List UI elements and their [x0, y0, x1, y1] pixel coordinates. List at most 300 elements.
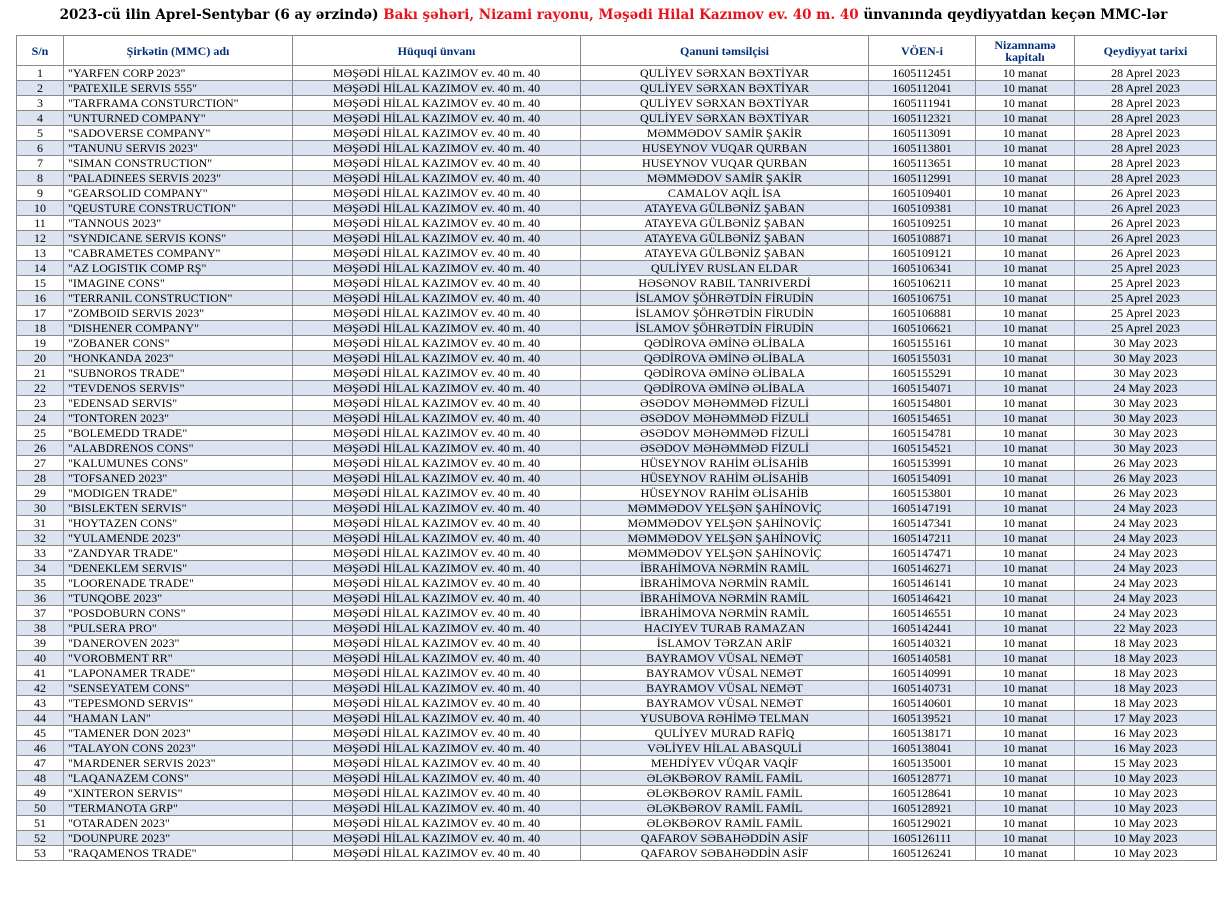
- cell-sn: 30: [17, 501, 64, 516]
- table-row: [17, 96, 1217, 111]
- cell-capital: 10 manat: [976, 591, 1075, 606]
- cell-legal-representative: ƏSƏDOV MƏHƏMMƏD FİZULİ: [581, 411, 869, 426]
- cell-legal-representative: BAYRAMOV VÜSAL NEMƏT: [581, 681, 869, 696]
- cell-sn: 32: [17, 531, 64, 546]
- cell-capital: 10 manat: [976, 756, 1075, 771]
- cell-voen: 1605154781: [869, 426, 976, 441]
- cell-legal-address: MƏŞƏDİ HİLAL KAZIMOV ev. 40 m. 40: [293, 396, 581, 411]
- cell-capital: 10 manat: [976, 831, 1075, 846]
- table-row: [17, 396, 1217, 411]
- table-row: [17, 456, 1217, 471]
- table-row: [17, 171, 1217, 186]
- cell-voen: 1605106751: [869, 291, 976, 306]
- cell-sn: 8: [17, 171, 64, 186]
- cell-sn: 45: [17, 726, 64, 741]
- cell-legal-representative: QULİYEV RUSLAN ELDAR: [581, 261, 869, 276]
- cell-company-name: "SIMAN CONSTRUCTION": [64, 156, 293, 171]
- cell-legal-representative: QULİYEV SƏRXAN BƏXTİYAR: [581, 111, 869, 126]
- cell-voen: 1605129021: [869, 816, 976, 831]
- table-row: [17, 366, 1217, 381]
- cell-capital: 10 manat: [976, 411, 1075, 426]
- cell-registration-date: 22 May 2023: [1075, 621, 1217, 636]
- cell-registration-date: 24 May 2023: [1075, 531, 1217, 546]
- cell-registration-date: 25 Aprel 2023: [1075, 276, 1217, 291]
- table-row: [17, 351, 1217, 366]
- cell-registration-date: 15 May 2023: [1075, 756, 1217, 771]
- cell-sn: 31: [17, 516, 64, 531]
- table-row: [17, 411, 1217, 426]
- cell-registration-date: 24 May 2023: [1075, 591, 1217, 606]
- cell-legal-address: MƏŞƏDİ HİLAL KAZIMOV ev. 40 m. 40: [293, 576, 581, 591]
- cell-company-name: "UNTURNED COMPANY": [64, 111, 293, 126]
- cell-legal-representative: QAFAROV SƏBAHƏDDİN ASİF: [581, 846, 869, 861]
- cell-legal-representative: HÜSEYNOV RAHİM ƏLİSAHİB: [581, 471, 869, 486]
- cell-voen: 1605138041: [869, 741, 976, 756]
- cell-legal-representative: QULİYEV MURAD RAFİQ: [581, 726, 869, 741]
- cell-company-name: "SADOVERSE COMPANY": [64, 126, 293, 141]
- cell-company-name: "POSDOBURN CONS": [64, 606, 293, 621]
- cell-company-name: "MARDENER SERVIS 2023": [64, 756, 293, 771]
- cell-registration-date: 24 May 2023: [1075, 516, 1217, 531]
- table-row: [17, 186, 1217, 201]
- cell-registration-date: 28 Aprel 2023: [1075, 126, 1217, 141]
- cell-legal-address: MƏŞƏDİ HİLAL KAZIMOV ev. 40 m. 40: [293, 321, 581, 336]
- cell-company-name: "GEARSOLID COMPANY": [64, 186, 293, 201]
- cell-capital: 10 manat: [976, 96, 1075, 111]
- cell-sn: 53: [17, 846, 64, 861]
- cell-legal-address: MƏŞƏDİ HİLAL KAZIMOV ev. 40 m. 40: [293, 471, 581, 486]
- table-row: [17, 126, 1217, 141]
- cell-sn: 38: [17, 621, 64, 636]
- cell-capital: 10 manat: [976, 396, 1075, 411]
- table-row: [17, 801, 1217, 816]
- cell-legal-address: MƏŞƏDİ HİLAL KAZIMOV ev. 40 m. 40: [293, 156, 581, 171]
- cell-capital: 10 manat: [976, 786, 1075, 801]
- cell-sn: 7: [17, 156, 64, 171]
- cell-voen: 1605154071: [869, 381, 976, 396]
- table-row: [17, 771, 1217, 786]
- cell-legal-address: MƏŞƏDİ HİLAL KAZIMOV ev. 40 m. 40: [293, 336, 581, 351]
- cell-voen: 1605146271: [869, 561, 976, 576]
- cell-company-name: "EDENSAD SERVIS": [64, 396, 293, 411]
- cell-legal-address: MƏŞƏDİ HİLAL KAZIMOV ev. 40 m. 40: [293, 96, 581, 111]
- cell-company-name: "VOROBMENT RR": [64, 651, 293, 666]
- cell-legal-address: MƏŞƏDİ HİLAL KAZIMOV ev. 40 m. 40: [293, 801, 581, 816]
- cell-legal-representative: ƏLƏKBƏROV RAMİL FAMİL: [581, 801, 869, 816]
- table-row: [17, 246, 1217, 261]
- cell-legal-address: MƏŞƏDİ HİLAL KAZIMOV ev. 40 m. 40: [293, 771, 581, 786]
- cell-legal-address: MƏŞƏDİ HİLAL KAZIMOV ev. 40 m. 40: [293, 606, 581, 621]
- cell-legal-address: MƏŞƏDİ HİLAL KAZIMOV ev. 40 m. 40: [293, 711, 581, 726]
- cell-company-name: "ALABDRENOS CONS": [64, 441, 293, 456]
- cell-voen: 1605139521: [869, 711, 976, 726]
- cell-legal-address: MƏŞƏDİ HİLAL KAZIMOV ev. 40 m. 40: [293, 306, 581, 321]
- cell-legal-representative: HACIYEV TURAB RAMAZAN: [581, 621, 869, 636]
- table-row: [17, 156, 1217, 171]
- table-row: [17, 621, 1217, 636]
- cell-capital: 10 manat: [976, 246, 1075, 261]
- cell-legal-representative: İSLAMOV ŞÖHRƏTDİN FİRUDİN: [581, 306, 869, 321]
- cell-voen: 1605146141: [869, 576, 976, 591]
- cell-legal-representative: HÜSEYNOV RAHİM ƏLİSAHİB: [581, 486, 869, 501]
- table-row: [17, 666, 1217, 681]
- cell-legal-address: MƏŞƏDİ HİLAL KAZIMOV ev. 40 m. 40: [293, 666, 581, 681]
- cell-registration-date: 16 May 2023: [1075, 741, 1217, 756]
- cell-legal-representative: MEHDİYEV VÜQAR VAQİF: [581, 756, 869, 771]
- cell-voen: 1605155291: [869, 366, 976, 381]
- cell-capital: 10 manat: [976, 216, 1075, 231]
- cell-voen: 1605109121: [869, 246, 976, 261]
- cell-legal-representative: BAYRAMOV VÜSAL NEMƏT: [581, 651, 869, 666]
- cell-sn: 16: [17, 291, 64, 306]
- cell-registration-date: 10 May 2023: [1075, 816, 1217, 831]
- cell-voen: 1605112041: [869, 81, 976, 96]
- cell-voen: 1605140581: [869, 651, 976, 666]
- cell-sn: 10: [17, 201, 64, 216]
- cell-legal-representative: QULİYEV SƏRXAN BƏXTİYAR: [581, 66, 869, 81]
- cell-capital: 10 manat: [976, 696, 1075, 711]
- cell-company-name: "SUBNOROS TRADE": [64, 366, 293, 381]
- cell-registration-date: 25 Aprel 2023: [1075, 321, 1217, 336]
- cell-registration-date: 28 Aprel 2023: [1075, 111, 1217, 126]
- cell-legal-representative: QƏDİROVA ƏMİNƏ ƏLİBALA: [581, 366, 869, 381]
- cell-legal-address: MƏŞƏDİ HİLAL KAZIMOV ev. 40 m. 40: [293, 741, 581, 756]
- cell-company-name: "XINTERON SERVIS": [64, 786, 293, 801]
- cell-company-name: "PULSERA PRO": [64, 621, 293, 636]
- cell-registration-date: 24 May 2023: [1075, 606, 1217, 621]
- cell-company-name: "HAMAN LAN": [64, 711, 293, 726]
- cell-registration-date: 24 May 2023: [1075, 546, 1217, 561]
- cell-registration-date: 28 Aprel 2023: [1075, 81, 1217, 96]
- cell-capital: 10 manat: [976, 291, 1075, 306]
- cell-company-name: "DISHENER COMPANY": [64, 321, 293, 336]
- table-row: [17, 336, 1217, 351]
- cell-legal-address: MƏŞƏDİ HİLAL KAZIMOV ev. 40 m. 40: [293, 411, 581, 426]
- cell-legal-address: MƏŞƏDİ HİLAL KAZIMOV ev. 40 m. 40: [293, 636, 581, 651]
- header-voen: VÖEN-i: [869, 36, 976, 66]
- cell-capital: 10 manat: [976, 321, 1075, 336]
- cell-sn: 34: [17, 561, 64, 576]
- cell-legal-representative: HUSEYNOV VUQAR QURBAN: [581, 141, 869, 156]
- table-row: [17, 786, 1217, 801]
- table-row: [17, 81, 1217, 96]
- cell-legal-address: MƏŞƏDİ HİLAL KAZIMOV ev. 40 m. 40: [293, 846, 581, 861]
- cell-voen: 1605147191: [869, 501, 976, 516]
- cell-voen: 1605154651: [869, 411, 976, 426]
- cell-company-name: "DANEROVEN 2023": [64, 636, 293, 651]
- cell-sn: 49: [17, 786, 64, 801]
- table-row: [17, 576, 1217, 591]
- cell-voen: 1605147471: [869, 546, 976, 561]
- cell-sn: 18: [17, 321, 64, 336]
- cell-legal-address: MƏŞƏDİ HİLAL KAZIMOV ev. 40 m. 40: [293, 81, 581, 96]
- cell-registration-date: 24 May 2023: [1075, 381, 1217, 396]
- cell-registration-date: 26 Aprel 2023: [1075, 201, 1217, 216]
- table-row: [17, 66, 1217, 81]
- cell-capital: 10 manat: [976, 441, 1075, 456]
- cell-company-name: "RAQAMENOS TRADE": [64, 846, 293, 861]
- cell-voen: 1605153801: [869, 486, 976, 501]
- cell-legal-representative: ATAYEVA GÜLBƏNİZ ŞABAN: [581, 216, 869, 231]
- cell-legal-representative: İBRAHİMOVA NƏRMİN RAMİL: [581, 591, 869, 606]
- cell-voen: 1605154521: [869, 441, 976, 456]
- cell-legal-address: MƏŞƏDİ HİLAL KAZIMOV ev. 40 m. 40: [293, 351, 581, 366]
- cell-company-name: "SYNDICANE SERVIS KONS": [64, 231, 293, 246]
- table-row: [17, 471, 1217, 486]
- table-row: [17, 486, 1217, 501]
- cell-legal-address: MƏŞƏDİ HİLAL KAZIMOV ev. 40 m. 40: [293, 591, 581, 606]
- cell-company-name: "AZ LOGISTIK COMP RŞ": [64, 261, 293, 276]
- cell-legal-representative: QULİYEV SƏRXAN BƏXTİYAR: [581, 81, 869, 96]
- cell-capital: 10 manat: [976, 501, 1075, 516]
- cell-legal-address: MƏŞƏDİ HİLAL KAZIMOV ev. 40 m. 40: [293, 231, 581, 246]
- cell-voen: 1605106211: [869, 276, 976, 291]
- cell-sn: 42: [17, 681, 64, 696]
- cell-legal-address: MƏŞƏDİ HİLAL KAZIMOV ev. 40 m. 40: [293, 501, 581, 516]
- cell-registration-date: 18 May 2023: [1075, 651, 1217, 666]
- cell-company-name: "DOUNPURE 2023": [64, 831, 293, 846]
- header-registration-date: Qeydiyyat tarixi: [1075, 36, 1217, 66]
- cell-legal-representative: YUSUBOVA RƏHİMƏ TELMAN: [581, 711, 869, 726]
- cell-legal-representative: MƏMMƏDOV YELŞƏN ŞAHİNOVİÇ: [581, 516, 869, 531]
- cell-legal-representative: HÜSEYNOV RAHİM ƏLİSAHİB: [581, 456, 869, 471]
- cell-sn: 40: [17, 651, 64, 666]
- table-row: [17, 531, 1217, 546]
- cell-legal-address: MƏŞƏDİ HİLAL KAZIMOV ev. 40 m. 40: [293, 201, 581, 216]
- companies-table: [16, 35, 1217, 861]
- cell-legal-address: MƏŞƏDİ HİLAL KAZIMOV ev. 40 m. 40: [293, 291, 581, 306]
- cell-capital: 10 manat: [976, 276, 1075, 291]
- cell-voen: 1605140321: [869, 636, 976, 651]
- table-row: [17, 831, 1217, 846]
- cell-legal-representative: ƏLƏKBƏROV RAMİL FAMİL: [581, 816, 869, 831]
- cell-sn: 23: [17, 396, 64, 411]
- cell-capital: 10 manat: [976, 456, 1075, 471]
- header-legal-representative: Qanuni təmsilçisi: [581, 36, 869, 66]
- cell-registration-date: 26 Aprel 2023: [1075, 186, 1217, 201]
- cell-company-name: "TUNQOBE 2023": [64, 591, 293, 606]
- cell-company-name: "TALAYON CONS 2023": [64, 741, 293, 756]
- cell-voen: 1605109251: [869, 216, 976, 231]
- cell-legal-address: MƏŞƏDİ HİLAL KAZIMOV ev. 40 m. 40: [293, 816, 581, 831]
- cell-registration-date: 10 May 2023: [1075, 846, 1217, 861]
- cell-legal-address: MƏŞƏDİ HİLAL KAZIMOV ev. 40 m. 40: [293, 831, 581, 846]
- cell-company-name: "TONTOREN 2023": [64, 411, 293, 426]
- cell-legal-representative: ƏLƏKBƏROV RAMİL FAMİL: [581, 771, 869, 786]
- cell-legal-address: MƏŞƏDİ HİLAL KAZIMOV ev. 40 m. 40: [293, 546, 581, 561]
- cell-sn: 25: [17, 426, 64, 441]
- cell-capital: 10 manat: [976, 201, 1075, 216]
- cell-registration-date: 10 May 2023: [1075, 771, 1217, 786]
- table-row: [17, 711, 1217, 726]
- cell-legal-address: MƏŞƏDİ HİLAL KAZIMOV ev. 40 m. 40: [293, 126, 581, 141]
- cell-legal-address: MƏŞƏDİ HİLAL KAZIMOV ev. 40 m. 40: [293, 111, 581, 126]
- cell-registration-date: 24 May 2023: [1075, 501, 1217, 516]
- cell-legal-representative: MƏMMƏDOV SAMİR ŞAKİR: [581, 126, 869, 141]
- cell-legal-representative: İSLAMOV ŞÖHRƏTDİN FİRUDİN: [581, 321, 869, 336]
- cell-legal-address: MƏŞƏDİ HİLAL KAZIMOV ev. 40 m. 40: [293, 531, 581, 546]
- cell-legal-representative: BAYRAMOV VÜSAL NEMƏT: [581, 696, 869, 711]
- cell-legal-address: MƏŞƏDİ HİLAL KAZIMOV ev. 40 m. 40: [293, 516, 581, 531]
- cell-registration-date: 25 Aprel 2023: [1075, 291, 1217, 306]
- cell-voen: 1605138171: [869, 726, 976, 741]
- cell-company-name: "HONKANDA 2023": [64, 351, 293, 366]
- cell-capital: 10 manat: [976, 531, 1075, 546]
- cell-sn: 28: [17, 471, 64, 486]
- cell-sn: 24: [17, 411, 64, 426]
- cell-company-name: "TAMENER DON 2023": [64, 726, 293, 741]
- cell-legal-representative: ƏSƏDOV MƏHƏMMƏD FİZULİ: [581, 441, 869, 456]
- cell-capital: 10 manat: [976, 576, 1075, 591]
- table-row: [17, 726, 1217, 741]
- cell-registration-date: 30 May 2023: [1075, 426, 1217, 441]
- cell-capital: 10 manat: [976, 516, 1075, 531]
- cell-legal-representative: İBRAHİMOVA NƏRMİN RAMİL: [581, 561, 869, 576]
- cell-legal-address: MƏŞƏDİ HİLAL KAZIMOV ev. 40 m. 40: [293, 561, 581, 576]
- cell-company-name: "ZOBANER CONS": [64, 336, 293, 351]
- cell-sn: 35: [17, 576, 64, 591]
- cell-legal-representative: QƏDİROVA ƏMİNƏ ƏLİBALA: [581, 351, 869, 366]
- cell-legal-address: MƏŞƏDİ HİLAL KAZIMOV ev. 40 m. 40: [293, 786, 581, 801]
- cell-sn: 17: [17, 306, 64, 321]
- cell-company-name: "ZANDYAR TRADE": [64, 546, 293, 561]
- cell-registration-date: 10 May 2023: [1075, 831, 1217, 846]
- cell-capital: 10 manat: [976, 231, 1075, 246]
- cell-legal-address: MƏŞƏDİ HİLAL KAZIMOV ev. 40 m. 40: [293, 246, 581, 261]
- cell-legal-representative: QULİYEV SƏRXAN BƏXTİYAR: [581, 96, 869, 111]
- cell-registration-date: 30 May 2023: [1075, 351, 1217, 366]
- cell-sn: 37: [17, 606, 64, 621]
- cell-capital: 10 manat: [976, 306, 1075, 321]
- cell-capital: 10 manat: [976, 741, 1075, 756]
- cell-registration-date: 24 May 2023: [1075, 561, 1217, 576]
- cell-capital: 10 manat: [976, 66, 1075, 81]
- cell-legal-address: MƏŞƏDİ HİLAL KAZIMOV ev. 40 m. 40: [293, 756, 581, 771]
- cell-sn: 3: [17, 96, 64, 111]
- cell-sn: 1: [17, 66, 64, 81]
- cell-legal-representative: MƏMMƏDOV YELŞƏN ŞAHİNOVİÇ: [581, 531, 869, 546]
- cell-voen: 1605154801: [869, 396, 976, 411]
- cell-legal-address: MƏŞƏDİ HİLAL KAZIMOV ev. 40 m. 40: [293, 696, 581, 711]
- cell-capital: 10 manat: [976, 81, 1075, 96]
- table-row: [17, 741, 1217, 756]
- cell-legal-address: MƏŞƏDİ HİLAL KAZIMOV ev. 40 m. 40: [293, 216, 581, 231]
- cell-registration-date: 30 May 2023: [1075, 396, 1217, 411]
- cell-voen: 1605140991: [869, 666, 976, 681]
- header-sn: S/n: [17, 36, 64, 66]
- cell-company-name: "QEUSTURE CONSTRUCTION": [64, 201, 293, 216]
- cell-sn: 19: [17, 336, 64, 351]
- cell-sn: 4: [17, 111, 64, 126]
- cell-company-name: "PALADINEES SERVIS 2023": [64, 171, 293, 186]
- cell-company-name: "YARFEN CORP 2023": [64, 66, 293, 81]
- table-row: [17, 141, 1217, 156]
- cell-capital: 10 manat: [976, 666, 1075, 681]
- table-row: [17, 426, 1217, 441]
- cell-capital: 10 manat: [976, 546, 1075, 561]
- cell-voen: 1605113801: [869, 141, 976, 156]
- cell-registration-date: 30 May 2023: [1075, 411, 1217, 426]
- cell-capital: 10 manat: [976, 186, 1075, 201]
- cell-capital: 10 manat: [976, 846, 1075, 861]
- cell-registration-date: 26 Aprel 2023: [1075, 246, 1217, 261]
- cell-sn: 51: [17, 816, 64, 831]
- cell-voen: 1605128921: [869, 801, 976, 816]
- cell-registration-date: 18 May 2023: [1075, 666, 1217, 681]
- cell-legal-representative: İSLAMOV TƏRZAN ARİF: [581, 636, 869, 651]
- cell-sn: 13: [17, 246, 64, 261]
- cell-sn: 26: [17, 441, 64, 456]
- cell-company-name: "LOORENADE TRADE": [64, 576, 293, 591]
- cell-sn: 11: [17, 216, 64, 231]
- cell-legal-representative: VƏLİYEV HİLAL ABASQULİ: [581, 741, 869, 756]
- cell-voen: 1605106881: [869, 306, 976, 321]
- cell-registration-date: 26 Aprel 2023: [1075, 231, 1217, 246]
- cell-legal-address: MƏŞƏDİ HİLAL KAZIMOV ev. 40 m. 40: [293, 651, 581, 666]
- cell-registration-date: 28 Aprel 2023: [1075, 141, 1217, 156]
- cell-registration-date: 18 May 2023: [1075, 636, 1217, 651]
- cell-capital: 10 manat: [976, 651, 1075, 666]
- cell-legal-representative: ATAYEVA GÜLBƏNİZ ŞABAN: [581, 246, 869, 261]
- cell-registration-date: 26 May 2023: [1075, 486, 1217, 501]
- cell-capital: 10 manat: [976, 816, 1075, 831]
- cell-voen: 1605112991: [869, 171, 976, 186]
- cell-registration-date: 30 May 2023: [1075, 336, 1217, 351]
- cell-capital: 10 manat: [976, 111, 1075, 126]
- cell-legal-address: MƏŞƏDİ HİLAL KAZIMOV ev. 40 m. 40: [293, 621, 581, 636]
- table-row: [17, 381, 1217, 396]
- cell-legal-representative: ƏSƏDOV MƏHƏMMƏD FİZULİ: [581, 426, 869, 441]
- cell-sn: 44: [17, 711, 64, 726]
- cell-voen: 1605108871: [869, 231, 976, 246]
- cell-capital: 10 manat: [976, 141, 1075, 156]
- cell-legal-representative: HUSEYNOV VUQAR QURBAN: [581, 156, 869, 171]
- cell-capital: 10 manat: [976, 486, 1075, 501]
- cell-voen: 1605113091: [869, 126, 976, 141]
- table-row: [17, 696, 1217, 711]
- cell-sn: 20: [17, 351, 64, 366]
- cell-legal-representative: ATAYEVA GÜLBƏNİZ ŞABAN: [581, 201, 869, 216]
- cell-company-name: "LAPONAMER TRADE": [64, 666, 293, 681]
- cell-legal-representative: QƏDİROVA ƏMİNƏ ƏLİBALA: [581, 381, 869, 396]
- cell-registration-date: 16 May 2023: [1075, 726, 1217, 741]
- table-row: [17, 441, 1217, 456]
- cell-voen: 1605146551: [869, 606, 976, 621]
- title-address: Bakı şəhəri, Nizami rayonu, Məşədi Hilal Kazımov ev. 40 m. 40: [383, 7, 859, 23]
- cell-company-name: "BISLEKTEN SERVIS": [64, 501, 293, 516]
- cell-voen: 1605112321: [869, 111, 976, 126]
- cell-registration-date: 10 May 2023: [1075, 801, 1217, 816]
- table-row: [17, 516, 1217, 531]
- table-row: [17, 231, 1217, 246]
- cell-capital: 10 manat: [976, 726, 1075, 741]
- cell-legal-representative: İSLAMOV ŞÖHRƏTDİN FİRUDİN: [581, 291, 869, 306]
- cell-voen: 1605153991: [869, 456, 976, 471]
- table-row: [17, 846, 1217, 861]
- cell-capital: 10 manat: [976, 426, 1075, 441]
- cell-sn: 39: [17, 636, 64, 651]
- cell-voen: 1605140731: [869, 681, 976, 696]
- cell-company-name: "DENEKLEM SERVIS": [64, 561, 293, 576]
- cell-capital: 10 manat: [976, 561, 1075, 576]
- cell-voen: 1605106621: [869, 321, 976, 336]
- header-capital: Nizamnamə kapitalı: [976, 36, 1075, 66]
- cell-company-name: "IMAGINE CONS": [64, 276, 293, 291]
- cell-sn: 14: [17, 261, 64, 276]
- cell-sn: 27: [17, 456, 64, 471]
- cell-sn: 52: [17, 831, 64, 846]
- cell-sn: 6: [17, 141, 64, 156]
